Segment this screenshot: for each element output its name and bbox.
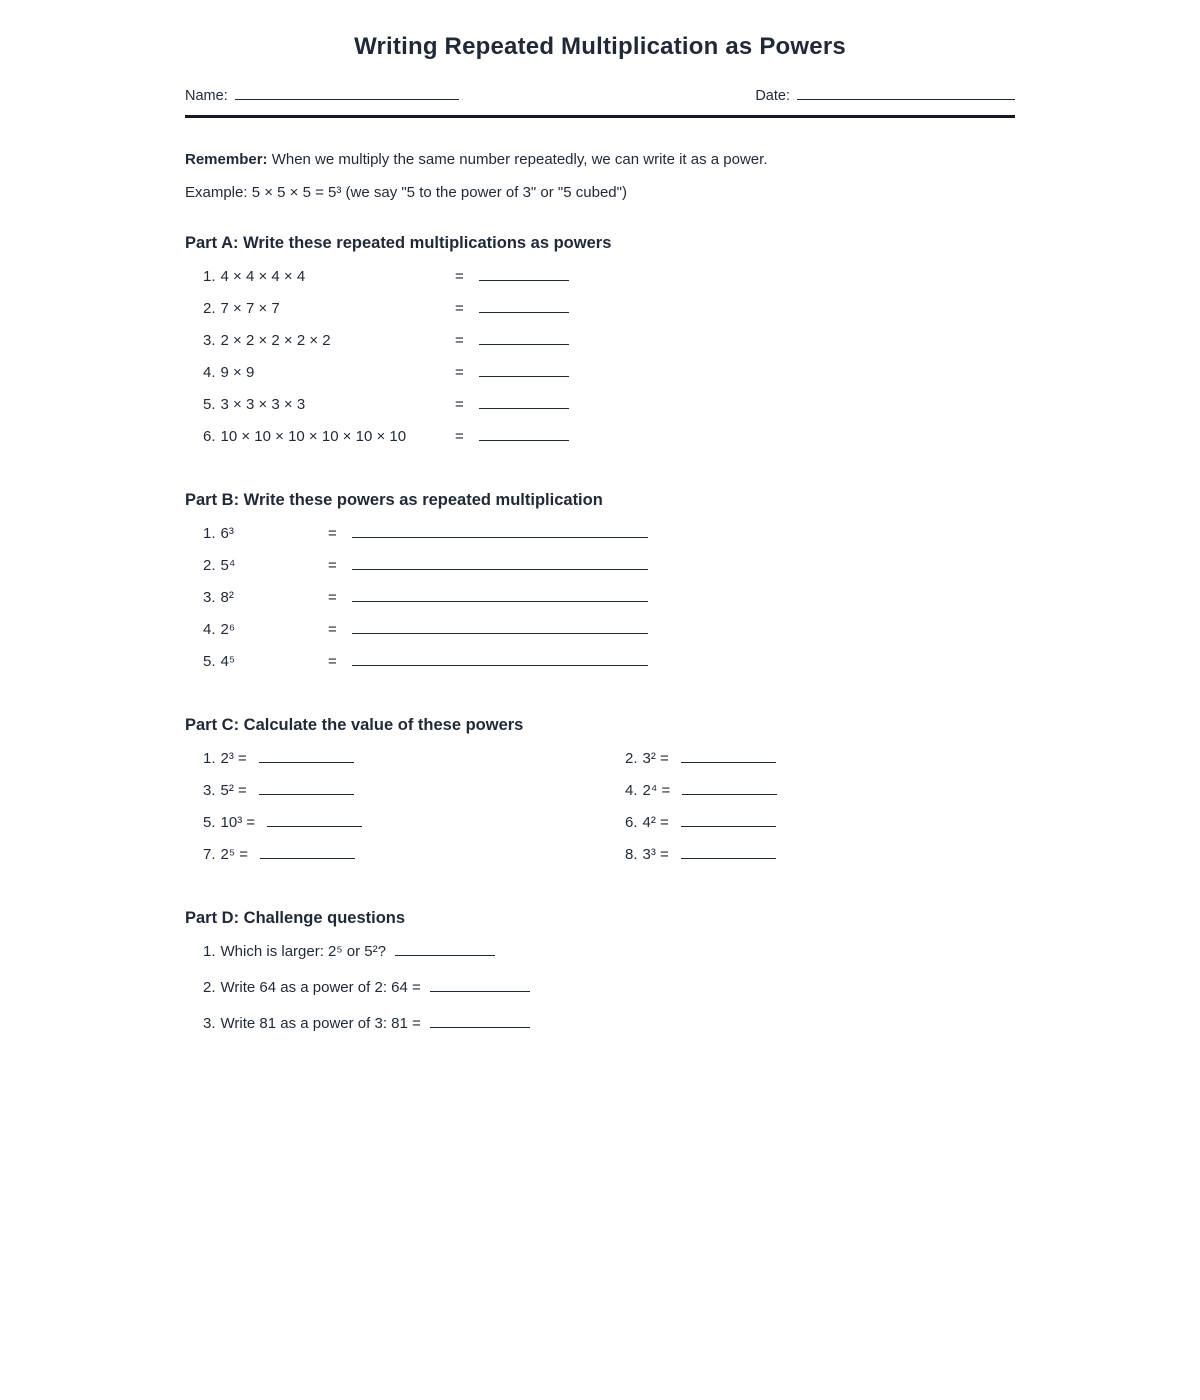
item-number: 5. <box>203 653 216 670</box>
item-power: 2⁶ <box>220 621 236 638</box>
date-blank-line <box>797 87 1015 100</box>
part-d-row <box>203 943 1015 979</box>
part-a-row <box>203 268 1015 300</box>
item-expression: 9 × 9 <box>220 364 255 381</box>
question-label <box>203 268 455 285</box>
item-number: 7. <box>203 846 216 863</box>
answer-blank <box>430 979 530 992</box>
question-label <box>203 428 455 445</box>
equals-sign: = <box>328 653 337 670</box>
name-date-row <box>185 87 1015 104</box>
item-expression: 10 × 10 × 10 × 10 × 10 × 10 <box>220 428 407 445</box>
answer-blank <box>259 750 354 763</box>
answer-blank <box>479 364 569 377</box>
part-c-row <box>625 750 1015 782</box>
item-power: 2⁴ <box>642 782 658 799</box>
item-expression: 7 × 7 × 7 <box>220 300 280 317</box>
item-power: 4⁵ <box>220 653 236 670</box>
remember-label: Remember: <box>185 151 268 168</box>
answer-blank <box>352 589 648 602</box>
item-number: 3. <box>203 332 216 349</box>
answer-blank <box>352 621 648 634</box>
item-power: 8² <box>220 589 234 606</box>
part-c-grid <box>203 750 1015 878</box>
equals-sign: = <box>328 525 337 542</box>
equals-sign: = <box>238 750 247 767</box>
answer-blank <box>352 653 648 666</box>
item-power: 2⁵ <box>220 846 236 863</box>
answer-blank <box>352 557 648 570</box>
answer-blank <box>681 846 776 859</box>
remember-text: When we multiply the same number repeatedly, we can write it as a power. <box>267 151 768 168</box>
part-c-row <box>625 782 1015 814</box>
question-label <box>203 396 455 413</box>
item-number: 1. <box>203 268 216 285</box>
name-field-group <box>185 87 459 104</box>
equals-sign: = <box>455 268 464 285</box>
date-label: Date: <box>755 88 790 104</box>
item-number: 6. <box>203 428 216 445</box>
item-number: 4. <box>203 364 216 381</box>
equals-sign: = <box>455 428 464 445</box>
part-a-row <box>203 332 1015 364</box>
item-number: 1. <box>203 525 216 542</box>
equals-sign: = <box>238 782 247 799</box>
question-text: Write 81 as a power of 3: 81 = <box>220 1015 421 1032</box>
worksheet-page <box>185 0 1015 1051</box>
name-blank-line <box>235 87 459 100</box>
part-d-list <box>203 943 1015 1051</box>
question-label <box>203 364 455 381</box>
item-number: 1. <box>203 750 216 767</box>
part-a-list <box>203 268 1015 460</box>
question-label <box>203 300 455 317</box>
header-divider <box>185 115 1015 118</box>
item-expression: 4 × 4 × 4 × 4 <box>220 268 306 285</box>
equals-sign: = <box>328 557 337 574</box>
question-label <box>203 653 328 670</box>
question-label <box>203 525 328 542</box>
answer-blank <box>479 428 569 441</box>
answer-blank <box>479 268 569 281</box>
question-text: Write 64 as a power of 2: 64 = <box>220 979 421 996</box>
item-number: 4. <box>203 621 216 638</box>
remember-note <box>185 150 1015 170</box>
answer-blank <box>479 396 569 409</box>
part-b-row <box>203 557 1015 589</box>
date-field-group <box>755 87 1015 104</box>
answer-blank <box>259 782 354 795</box>
item-number: 2. <box>203 557 216 574</box>
equals-sign: = <box>660 750 669 767</box>
item-power: 5² <box>220 782 234 799</box>
part-a-heading: Part A: Write these repeated multiplications as powers <box>185 234 612 252</box>
part-c-left-column <box>203 750 625 878</box>
equals-sign: = <box>455 364 464 381</box>
part-c-row <box>203 846 625 878</box>
name-label: Name: <box>185 88 228 104</box>
equals-sign: = <box>660 846 669 863</box>
item-number: 5. <box>203 814 216 831</box>
equals-sign: = <box>455 332 464 349</box>
item-number: 5. <box>203 396 216 413</box>
equals-sign: = <box>660 814 669 831</box>
equals-sign: = <box>246 814 256 831</box>
answer-blank <box>260 846 355 859</box>
answer-blank <box>681 814 776 827</box>
item-power: 3³ <box>642 846 656 863</box>
example-text: Example: 5 × 5 × 5 = 5³ (we say "5 to the power of 3" or "5 cubed") <box>185 184 627 201</box>
part-a-row <box>203 396 1015 428</box>
question-label <box>203 557 328 574</box>
answer-blank <box>267 814 362 827</box>
item-number: 6. <box>625 814 638 831</box>
answer-blank <box>479 300 569 313</box>
part-c-row <box>203 782 625 814</box>
item-power: 6³ <box>220 525 234 542</box>
part-d-row <box>203 979 1015 1015</box>
item-number: 2. <box>625 750 638 767</box>
part-b-list <box>203 525 1015 685</box>
item-expression: 3 × 3 × 3 × 3 <box>220 396 306 413</box>
part-c-row <box>203 814 625 846</box>
part-b-row <box>203 589 1015 621</box>
answer-blank <box>395 943 495 956</box>
question-label <box>203 332 455 349</box>
part-d-heading: Part D: Challenge questions <box>185 909 406 927</box>
equals-sign: = <box>455 300 464 317</box>
answer-blank <box>430 1015 530 1028</box>
answer-blank <box>682 782 777 795</box>
part-d-row <box>203 1015 1015 1051</box>
part-a-row <box>203 428 1015 460</box>
equals-sign: = <box>661 782 671 799</box>
equals-sign: = <box>328 589 337 606</box>
item-power: 3² <box>642 750 656 767</box>
item-number: 3. <box>203 589 216 606</box>
answer-blank <box>681 750 776 763</box>
part-c-right-column <box>625 750 1015 878</box>
part-c-heading: Part C: Calculate the value of these powers <box>185 716 524 734</box>
part-b-row <box>203 653 1015 685</box>
equals-sign: = <box>455 396 464 413</box>
item-number: 3. <box>203 782 216 799</box>
part-a-row <box>203 364 1015 396</box>
item-number: 2. <box>203 979 216 996</box>
equals-sign: = <box>328 621 337 638</box>
part-a-row <box>203 300 1015 332</box>
part-b-row <box>203 525 1015 557</box>
item-power: 4² <box>642 814 656 831</box>
part-c-row <box>203 750 625 782</box>
item-number: 1. <box>203 943 216 960</box>
item-number: 8. <box>625 846 638 863</box>
part-c-row <box>625 814 1015 846</box>
item-number: 4. <box>625 782 638 799</box>
part-c-row <box>625 846 1015 878</box>
item-number: 2. <box>203 300 216 317</box>
answer-blank <box>352 525 648 538</box>
part-b-row <box>203 621 1015 653</box>
question-label <box>203 621 328 638</box>
answer-blank <box>479 332 569 345</box>
item-power: 2³ <box>220 750 234 767</box>
item-power: 10³ <box>220 814 243 831</box>
item-number: 3. <box>203 1015 216 1032</box>
question-label <box>203 589 328 606</box>
question-text: Which is larger: 2⁵ or 5²? <box>220 943 386 960</box>
item-expression: 2 × 2 × 2 × 2 × 2 <box>220 332 331 349</box>
worksheet-title: Writing Repeated Multiplication as Powers <box>354 33 846 60</box>
part-b-heading: Part B: Write these powers as repeated multiplication <box>185 491 603 509</box>
equals-sign: = <box>239 846 249 863</box>
item-power: 5⁴ <box>220 557 236 574</box>
